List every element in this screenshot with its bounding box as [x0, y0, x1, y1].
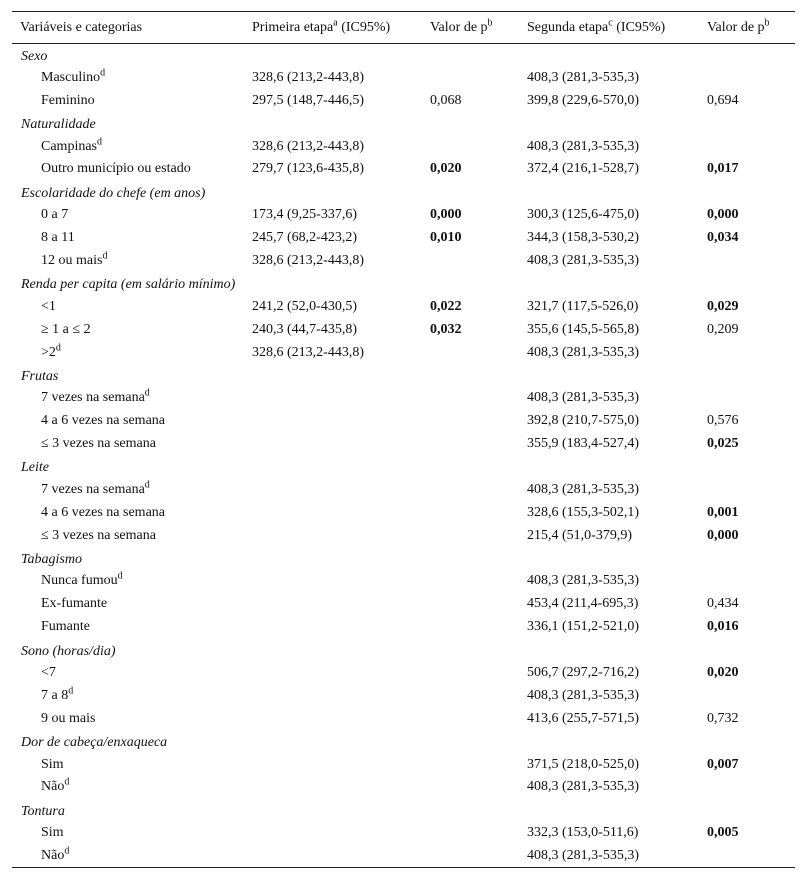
second-stage-value: 371,5 (218,0-525,0)	[527, 756, 639, 772]
category-label-text: 12 ou mais	[41, 252, 103, 268]
section-title: Tontura	[21, 803, 65, 819]
first-stage-value	[244, 845, 422, 868]
second-stage-value: 399,8 (229,6-570,0)	[527, 92, 639, 108]
header-second-stage: Segunda etapa$^c$ (IC95%)	[527, 16, 666, 35]
first-stage-value: 328,6 (213,2-443,8)	[252, 344, 364, 360]
category-label-text: 8 a 11	[41, 230, 75, 246]
p-value-second: 0,025	[707, 436, 739, 452]
first-stage-value	[244, 822, 422, 845]
table-row	[12, 387, 795, 410]
category-label	[12, 89, 244, 112]
p-value-first: 0,010	[430, 230, 462, 246]
section-row	[12, 44, 795, 67]
section-row	[12, 799, 795, 822]
second-stage-value: 355,9 (183,4-527,4)	[527, 436, 639, 452]
table-header-row	[12, 12, 795, 44]
table-row	[12, 227, 795, 250]
p-value-second	[699, 341, 795, 364]
category-label	[12, 776, 244, 799]
category-label-text: 7 a 8	[41, 687, 69, 703]
second-stage-value: 300,3 (125,6-475,0)	[527, 207, 639, 223]
category-label	[12, 204, 244, 227]
category-label	[12, 433, 244, 456]
category-label	[12, 66, 244, 89]
p-value-second: 0,694	[707, 92, 739, 108]
p-value-second: 0,020	[707, 664, 739, 680]
first-stage-value: 241,2 (52,0-430,5)	[252, 298, 357, 314]
category-label	[12, 570, 244, 593]
table-row	[12, 707, 795, 730]
table-row	[12, 845, 795, 868]
second-stage-value: 453,4 (211,4-695,3)	[527, 596, 639, 612]
section-row	[12, 181, 795, 204]
p-value-first	[422, 570, 519, 593]
first-stage-value	[244, 753, 422, 776]
section-title: Naturalidade	[21, 117, 96, 133]
category-label	[12, 753, 244, 776]
p-value-second: 0,732	[707, 710, 739, 726]
p-value-second: 0,434	[707, 596, 739, 612]
second-stage-value: 408,3 (281,3-535,3)	[527, 779, 639, 795]
table-row	[12, 295, 795, 318]
first-stage-value	[244, 524, 422, 547]
first-stage-value: 297,5 (148,7-446,5)	[252, 92, 364, 108]
reference-marker: d	[117, 570, 123, 582]
second-stage-value: 408,3 (281,3-535,3)	[527, 252, 639, 268]
section-row	[12, 730, 795, 753]
section-row	[12, 364, 795, 387]
first-stage-value	[244, 593, 422, 616]
category-label	[12, 478, 244, 501]
second-stage-value: 408,3 (281,3-535,3)	[527, 687, 639, 703]
category-label-text: 9 ou mais	[41, 710, 96, 726]
table-row	[12, 433, 795, 456]
second-stage-value: 344,3 (158,3-530,2)	[527, 230, 639, 246]
p-value-first	[422, 776, 519, 799]
category-label	[12, 410, 244, 433]
category-label-text: 7 vezes na semana	[41, 390, 145, 406]
p-value-second: 0,016	[707, 619, 739, 635]
p-value-second: 0,000	[707, 207, 739, 223]
category-label	[12, 684, 244, 707]
p-value-second: 0,576	[707, 413, 739, 429]
table-row	[12, 341, 795, 364]
table-row	[12, 66, 795, 89]
section-title: Escolaridade do chefe (em anos)	[21, 185, 206, 201]
table-row	[12, 135, 795, 158]
p-value-second	[699, 776, 795, 799]
second-stage-value: 332,3 (153,0-511,6)	[527, 825, 639, 841]
first-stage-value	[244, 616, 422, 639]
p-value-second	[699, 570, 795, 593]
section-title: Sono (horas/dia)	[21, 643, 116, 659]
category-label	[12, 227, 244, 250]
first-stage-value: 279,7 (123,6-435,8)	[252, 161, 364, 177]
p-value-first	[422, 707, 519, 730]
category-label-text: 4 a 6 vezes na semana	[41, 504, 165, 520]
table-body	[12, 44, 795, 868]
p-value-first: 0,000	[430, 207, 462, 223]
p-value-first	[422, 341, 519, 364]
section-row	[12, 456, 795, 479]
category-label-text: Fumante	[41, 619, 90, 635]
p-value-first	[422, 433, 519, 456]
p-value-first	[422, 593, 519, 616]
p-value-second: 0,005	[707, 825, 739, 841]
category-label-text: 4 a 6 vezes na semana	[41, 413, 165, 429]
reference-marker: d	[102, 250, 108, 262]
category-label-text: Sim	[41, 756, 64, 772]
first-stage-value	[244, 433, 422, 456]
first-stage-value: 173,4 (9,25-337,6)	[252, 207, 357, 223]
section-row	[12, 272, 795, 295]
reference-marker: d	[68, 685, 74, 697]
first-stage-value	[244, 478, 422, 501]
table-row	[12, 593, 795, 616]
reference-marker: d	[100, 67, 106, 79]
second-stage-value: 336,1 (151,2-521,0)	[527, 619, 639, 635]
section-row	[12, 112, 795, 135]
section-row	[12, 547, 795, 570]
second-stage-value: 506,7 (297,2-716,2)	[527, 664, 639, 680]
category-label-text: Não	[41, 779, 65, 795]
header-p-value-1: Valor de $p^b$	[430, 16, 493, 35]
category-label	[12, 616, 244, 639]
table-row	[12, 684, 795, 707]
category-label-text: ≥ 1 a ≤ 2	[41, 321, 91, 337]
first-stage-value	[244, 410, 422, 433]
reference-marker: d	[64, 776, 70, 788]
first-stage-value	[244, 684, 422, 707]
category-label	[12, 707, 244, 730]
p-value-second	[699, 845, 795, 868]
p-value-second	[699, 478, 795, 501]
category-label-text: Masculino	[41, 69, 101, 85]
section-title: Tabagismo	[21, 552, 82, 568]
second-stage-value: 392,8 (210,7-575,0)	[527, 413, 639, 429]
p-value-first: 0,020	[430, 161, 462, 177]
p-value-first: 0,068	[430, 92, 462, 108]
p-value-second	[699, 387, 795, 410]
category-label	[12, 341, 244, 364]
category-label	[12, 295, 244, 318]
reference-marker: d	[144, 479, 150, 491]
category-label	[12, 158, 244, 181]
second-stage-value: 408,3 (281,3-535,3)	[527, 138, 639, 154]
table-row	[12, 662, 795, 685]
first-stage-value	[244, 387, 422, 410]
category-label	[12, 822, 244, 845]
first-stage-value: 328,6 (213,2-443,8)	[252, 69, 364, 85]
category-label-text: Sim	[41, 825, 64, 841]
results-table-container	[12, 11, 795, 868]
p-value-second	[699, 135, 795, 158]
table-row	[12, 250, 795, 273]
table-row	[12, 318, 795, 341]
p-value-first	[422, 684, 519, 707]
header-p-value-2: Valor de $p^b$	[707, 16, 770, 35]
first-stage-value	[244, 501, 422, 524]
p-value-first	[422, 524, 519, 547]
second-stage-value: 215,4 (51,0-379,9)	[527, 527, 632, 543]
p-value-second	[699, 250, 795, 273]
category-label-text: 0 a 7	[41, 207, 69, 223]
category-label-text: 7 vezes na semana	[41, 481, 145, 497]
table-row	[12, 524, 795, 547]
category-label-text: Não	[41, 847, 65, 863]
first-stage-value	[244, 662, 422, 685]
second-stage-value: 321,7 (117,5-526,0)	[527, 298, 639, 314]
p-value-first	[422, 845, 519, 868]
category-label-text: >2	[41, 344, 56, 360]
category-label-text: ≤ 3 vezes na semana	[41, 527, 156, 543]
category-label-text: <7	[41, 664, 56, 680]
p-value-second: 0,000	[707, 527, 739, 543]
p-value-first	[422, 387, 519, 410]
p-value-first	[422, 410, 519, 433]
first-stage-value	[244, 570, 422, 593]
results-table	[12, 11, 795, 868]
p-value-first	[422, 66, 519, 89]
p-value-first	[422, 822, 519, 845]
p-value-first	[422, 616, 519, 639]
first-stage-value: 328,6 (213,2-443,8)	[252, 138, 364, 154]
p-value-first: 0,022	[430, 298, 462, 314]
second-stage-value: 372,4 (216,1-528,7)	[527, 161, 639, 177]
category-label	[12, 250, 244, 273]
second-stage-value: 408,3 (281,3-535,3)	[527, 69, 639, 85]
table-row	[12, 616, 795, 639]
table-row	[12, 204, 795, 227]
p-value-second: 0,017	[707, 161, 739, 177]
category-label	[12, 845, 244, 868]
p-value-second: 0,007	[707, 756, 739, 772]
p-value-first	[422, 662, 519, 685]
category-label	[12, 501, 244, 524]
first-stage-value	[244, 776, 422, 799]
section-title: Sexo	[21, 48, 48, 64]
table-row	[12, 570, 795, 593]
section-title: Renda per capita (em salário mínimo)	[21, 277, 236, 293]
category-label-text: Ex-fumante	[41, 596, 108, 612]
p-value-first	[422, 250, 519, 273]
table-row	[12, 158, 795, 181]
section-title: Dor de cabeça/enxaqueca	[21, 735, 168, 751]
category-label-text: <1	[41, 298, 56, 314]
p-value-first: 0,032	[430, 321, 462, 337]
first-stage-value	[244, 707, 422, 730]
second-stage-value: 408,3 (281,3-535,3)	[527, 390, 639, 406]
category-label	[12, 387, 244, 410]
category-label	[12, 135, 244, 158]
table-row	[12, 501, 795, 524]
second-stage-value: 408,3 (281,3-535,3)	[527, 847, 639, 863]
table-row	[12, 753, 795, 776]
first-stage-value: 328,6 (213,2-443,8)	[252, 252, 364, 268]
table-row	[12, 478, 795, 501]
reference-marker: d	[144, 387, 150, 399]
reference-marker: d	[64, 845, 70, 857]
category-label-text: Feminino	[41, 92, 95, 108]
category-label-text: Outro município ou estado	[41, 161, 191, 177]
category-label-text: Campinas	[41, 138, 97, 154]
second-stage-value: 355,6 (145,5-565,8)	[527, 321, 639, 337]
category-label-text: ≤ 3 vezes na semana	[41, 436, 156, 452]
p-value-second	[699, 684, 795, 707]
category-label	[12, 318, 244, 341]
second-stage-value: 408,3 (281,3-535,3)	[527, 344, 639, 360]
p-value-second: 0,029	[707, 298, 739, 314]
p-value-second	[699, 66, 795, 89]
table-row	[12, 776, 795, 799]
first-stage-value: 245,7 (68,2-423,2)	[252, 230, 357, 246]
header-variables: Variáveis e categorias	[20, 19, 143, 35]
category-label	[12, 524, 244, 547]
p-value-second: 0,034	[707, 230, 739, 246]
p-value-second: 0,209	[707, 321, 739, 337]
second-stage-value: 408,3 (281,3-535,3)	[527, 481, 639, 497]
table-row	[12, 822, 795, 845]
section-row	[12, 639, 795, 662]
second-stage-value: 328,6 (155,3-502,1)	[527, 504, 639, 520]
p-value-first	[422, 478, 519, 501]
section-title: Leite	[21, 460, 49, 476]
reference-marker: d	[55, 341, 61, 353]
second-stage-value: 413,6 (255,7-571,5)	[527, 710, 639, 726]
p-value-first	[422, 501, 519, 524]
table-row	[12, 410, 795, 433]
second-stage-value: 408,3 (281,3-535,3)	[527, 573, 639, 589]
p-value-first	[422, 135, 519, 158]
p-value-second: 0,001	[707, 504, 739, 520]
header-first-stage: Primeira etapa$^a$ (IC95%)	[252, 16, 391, 35]
reference-marker: d	[97, 135, 102, 147]
category-label-text: Nunca fumou	[41, 573, 118, 589]
category-label	[12, 593, 244, 616]
category-label	[12, 662, 244, 685]
table-row	[12, 89, 795, 112]
p-value-first	[422, 753, 519, 776]
section-title: Frutas	[21, 368, 59, 384]
first-stage-value: 240,3 (44,7-435,8)	[252, 321, 357, 337]
